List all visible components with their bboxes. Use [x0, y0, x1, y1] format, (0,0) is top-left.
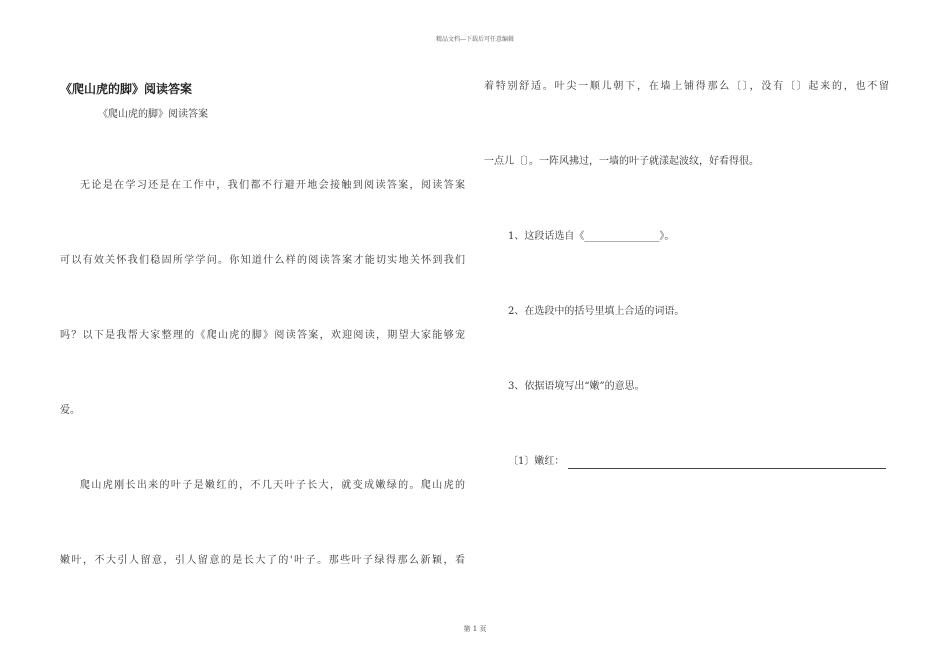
passage-line-3: 着特别舒适。叶尖一顺儿朝下，在墙上铺得那么〔〕，没有〔〕起来的，也不留 [484, 81, 889, 92]
passage-line-4: 一点儿〔〕。一阵风拂过，一墙的叶子就漾起波纹，好看得很。 [484, 156, 759, 167]
intro-line-3: 吗？以下是我帮大家整理的《爬山虎的脚》阅读答案，欢迎阅读，期望大家能够宠 [60, 330, 465, 341]
question-3-1-label: 〔1〕嫩红： [508, 456, 565, 467]
intro-line-4: 爱。 [60, 405, 80, 416]
answer-blank-line[interactable] [568, 457, 886, 469]
page-footer: 第 1 页 [463, 625, 487, 633]
document-subtitle: 《爬山虎的脚》阅读答案 [98, 109, 208, 120]
question-2: 2、在选段中的括号里填上合适的词语。 [508, 306, 685, 317]
question-3: 3、依据语境写出“嫩”的意思。 [508, 381, 645, 392]
intro-line-2: 可以有效关怀我们稳固所学学问。你知道什么样的阅读答案才能切实地关怀到我们 [60, 255, 465, 266]
page-header: 精品文档---下载后可任意编辑 [435, 36, 515, 43]
passage-line-2: 嫩叶，不大引人留意，引人留意的是长大了的'叶子。那些叶子绿得那么新颖，看 [60, 555, 465, 566]
intro-line-1: 无论是在学习还是在工作中，我们都不行避开地会接触到阅读答案，阅读答案 [80, 180, 465, 191]
question-1: 1、这段话选自《_______________》。 [508, 231, 675, 242]
document-title: 《爬山虎的脚》阅读答案 [60, 82, 193, 96]
passage-line-1: 爬山虎刚长出来的叶子是嫩红的，不几天叶子长大，就变成嫩绿的。爬山虎的 [80, 480, 465, 491]
question-3-1 [508, 455, 886, 469]
